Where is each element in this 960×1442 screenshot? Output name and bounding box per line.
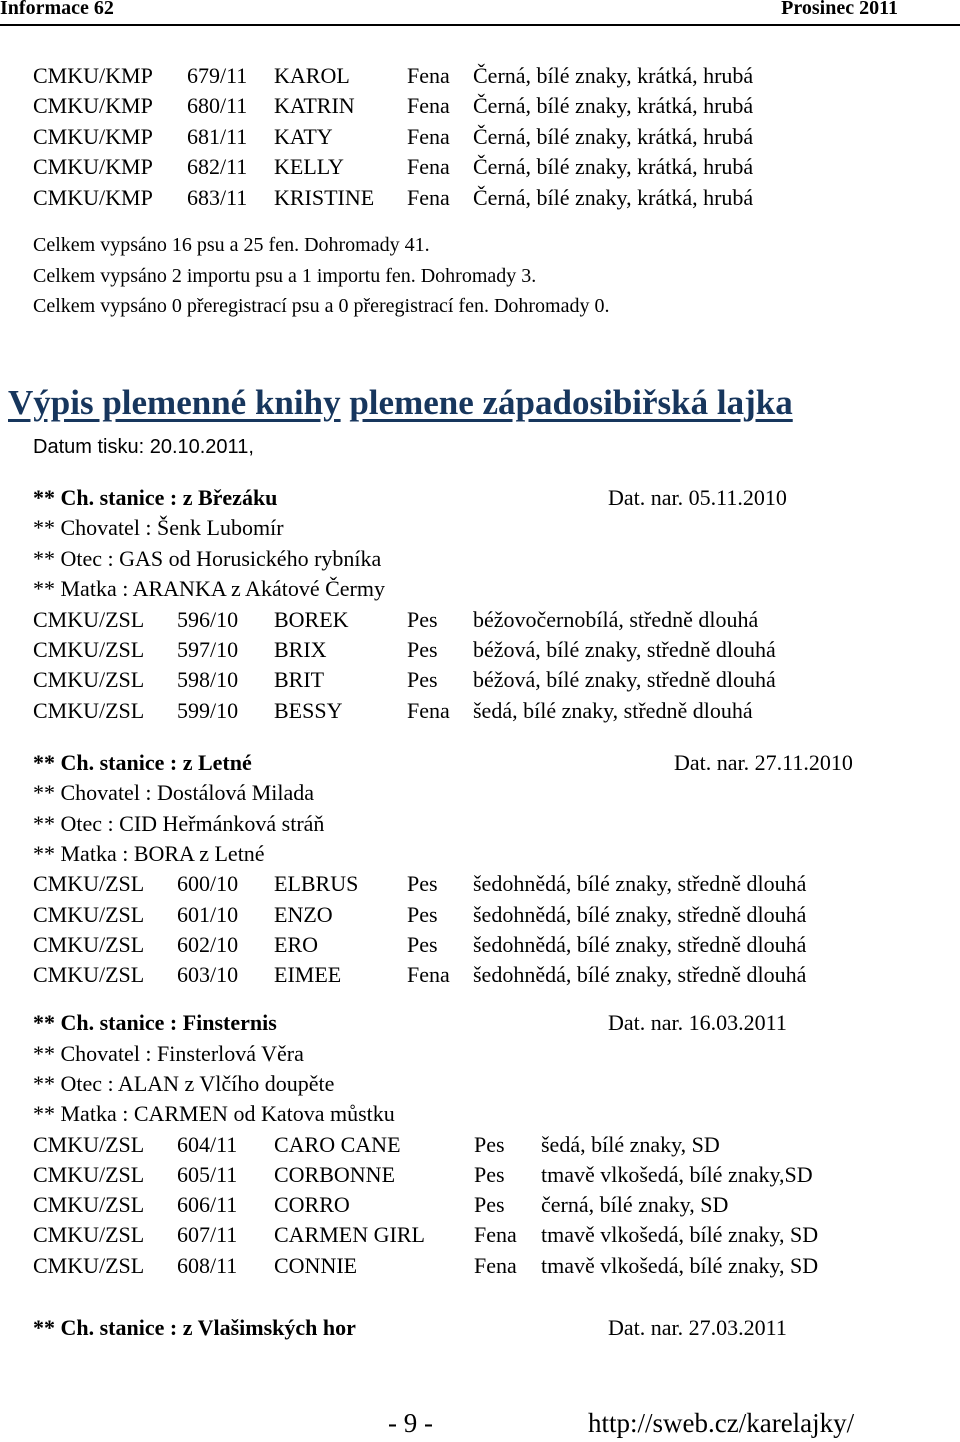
dog-sex: Fena [407,185,450,210]
birth-date: Dat. nar. 27.03.2011 [608,1315,787,1340]
dog-sex: Pes [407,902,438,927]
dog-name: CONNIE [274,1253,358,1278]
station-line: ** Ch. stanice : z Letné [33,750,252,775]
reg-code: CMKU/KMP [33,63,153,88]
birth-date: Dat. nar. 16.03.2011 [608,1010,787,1035]
dog-desc: béžovočernobílá, středně dlouhá [473,607,759,632]
dog-name: BOREK [274,607,349,632]
reg-code: CMKU/ZSL [33,1253,145,1278]
mother-line: ** Matka : ARANKA z Akátové Čermy [33,576,385,601]
dog-sex: Fena [407,698,450,723]
dog-desc: šedohnědá, bílé znaky, středně dlouhá [473,962,807,987]
dog-sex: Fena [407,93,450,118]
reg-code: CMKU/ZSL [33,1222,145,1247]
reg-number: 603/10 [177,962,239,987]
reg-code: CMKU/ZSL [33,607,145,632]
title-part-2: plemene západosibiřská lajka [349,383,793,422]
dog-desc: šedá, bílé znaky, SD [541,1132,720,1157]
dog-sex: Fena [474,1253,517,1278]
reg-number: 608/11 [177,1253,238,1278]
dog-desc: Černá, bílé znaky, krátká, hrubá [473,154,754,179]
dog-name: ERO [274,932,318,957]
dog-name: BRIX [274,637,327,662]
dog-sex: Fena [474,1222,517,1247]
dog-sex: Fena [407,124,450,149]
title-part-1: Výpis plemenné knihy [8,383,341,422]
dog-sex: Pes [407,667,438,692]
mother-line: ** Matka : BORA z Letné [33,841,265,866]
dog-name: ELBRUS [274,871,359,896]
dog-sex: Fena [407,63,450,88]
dog-sex: Pes [407,871,438,896]
breeder-line: ** Chovatel : Finsterlová Věra [33,1041,304,1066]
page-header [0,0,960,22]
dog-name: CARO CANE [274,1132,401,1157]
reg-number: 600/10 [177,871,239,896]
station-line: ** Ch. stanice : Finsternis [33,1010,277,1035]
birth-date: Dat. nar. 27.11.2010 [674,750,853,775]
dog-desc: Černá, bílé znaky, krátká, hrubá [473,93,754,118]
dog-name: KAROL [274,63,350,88]
reg-number: 602/10 [177,932,239,957]
dog-name: BESSY [274,698,343,723]
dog-sex: Fena [407,154,450,179]
reg-code: CMKU/ZSL [33,637,145,662]
header-issue: Informace 62 [0,0,114,19]
father-line: ** Otec : ALAN z Vlčího doupěte [33,1071,335,1096]
header-rule [0,24,960,26]
dog-desc: Černá, bílé znaky, krátká, hrubá [473,185,754,210]
dog-sex: Pes [474,1192,505,1217]
father-line: ** Otec : GAS od Horusického rybníka [33,546,382,571]
dog-sex: Pes [407,637,438,662]
dog-name: CORRO [274,1192,350,1217]
reg-code: CMKU/KMP [33,93,153,118]
reg-code: CMKU/ZSL [33,698,145,723]
breeder-line: ** Chovatel : Šenk Lubomír [33,515,284,540]
reg-code: CMKU/ZSL [33,902,145,927]
dog-sex: Pes [474,1162,505,1187]
reg-code: CMKU/ZSL [33,1162,145,1187]
totals-line: Celkem vypsáno 0 přeregistrací psu a 0 přeregistrací fen. Dohromady 0. [33,295,610,317]
reg-number: 681/11 [187,124,248,149]
print-date: Datum tisku: 20.10.2011, [33,436,254,458]
reg-number: 605/11 [177,1162,238,1187]
dog-desc: černá, bílé znaky, SD [541,1192,729,1217]
reg-number: 679/11 [187,63,248,88]
reg-code: CMKU/KMP [33,185,153,210]
dog-desc: tmavě vlkošedá, bílé znaky,SD [541,1162,813,1187]
reg-number: 606/11 [177,1192,238,1217]
totals-line: Celkem vypsáno 2 importu psu a 1 importu fen. Dohromady 3. [33,265,537,287]
dog-desc: šedohnědá, bílé znaky, středně dlouhá [473,902,807,927]
dog-desc: Černá, bílé znaky, krátká, hrubá [473,124,754,149]
reg-code: CMKU/ZSL [33,962,145,987]
dog-name: KELLY [274,154,344,179]
dog-desc: béžová, bílé znaky, středně dlouhá [473,637,776,662]
dog-sex: Fena [407,962,450,987]
dog-name: CORBONNE [274,1162,396,1187]
reg-number: 683/11 [187,185,248,210]
dog-name: KRISTINE [274,185,375,210]
reg-number: 607/11 [177,1222,238,1247]
station-line: ** Ch. stanice : z Březáku [33,485,278,510]
dog-desc: tmavě vlkošedá, bílé znaky, SD [541,1222,819,1247]
header-date: Prosinec 2011 [781,0,898,19]
reg-code: CMKU/ZSL [33,667,145,692]
reg-number: 597/10 [177,637,239,662]
dog-desc: Černá, bílé znaky, krátká, hrubá [473,63,754,88]
dog-desc: šedá, bílé znaky, středně dlouhá [473,698,753,723]
birth-date: Dat. nar. 05.11.2010 [608,485,787,510]
reg-code: CMKU/ZSL [33,871,145,896]
reg-code: CMKU/KMP [33,124,153,149]
dog-name: CARMEN GIRL [274,1222,425,1247]
footer-url[interactable]: http://sweb.cz/karelajky/ [588,1408,855,1438]
reg-code: CMKU/KMP [33,154,153,179]
dog-desc: tmavě vlkošedá, bílé znaky, SD [541,1253,819,1278]
dog-name: ENZO [274,902,333,927]
reg-number: 599/10 [177,698,239,723]
dog-sex: Pes [407,607,438,632]
reg-number: 682/11 [187,154,248,179]
dog-name: BRIT [274,667,325,692]
reg-code: CMKU/ZSL [33,1192,145,1217]
dog-name: EIMEE [274,962,342,987]
dog-sex: Pes [407,932,438,957]
father-line: ** Otec : CID Heřmánková stráň [33,811,325,836]
reg-number: 604/11 [177,1132,238,1157]
breeder-line: ** Chovatel : Dostálová Milada [33,780,315,805]
reg-code: CMKU/ZSL [33,932,145,957]
reg-number: 598/10 [177,667,239,692]
dog-name: KATY [274,124,333,149]
reg-code: CMKU/ZSL [33,1132,145,1157]
reg-number: 601/10 [177,902,239,927]
dog-name: KATRIN [274,93,355,118]
mother-line: ** Matka : CARMEN od Katova můstku [33,1101,395,1126]
dog-desc: béžová, bílé znaky, středně dlouhá [473,667,776,692]
dog-sex: Pes [474,1132,505,1157]
reg-number: 596/10 [177,607,239,632]
station-line: ** Ch. stanice : z Vlašimských hor [33,1315,356,1340]
totals-line: Celkem vypsáno 16 psu a 25 fen. Dohromady 41. [33,234,430,256]
page-number: - 9 - [388,1408,433,1438]
dog-desc: šedohnědá, bílé znaky, středně dlouhá [473,871,807,896]
page-title [8,382,793,424]
reg-number: 680/11 [187,93,248,118]
dog-desc: šedohnědá, bílé znaky, středně dlouhá [473,932,807,957]
